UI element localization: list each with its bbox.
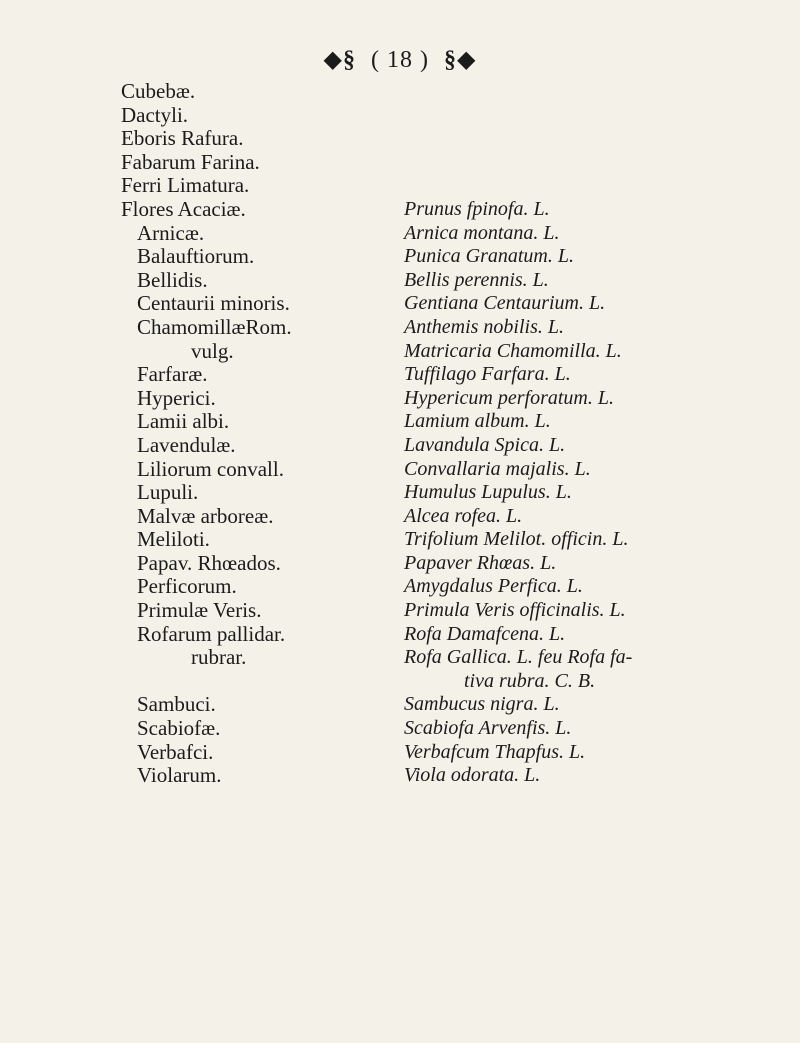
right-column-entry: Rofa Gallica. L. feu Rofa fa- (404, 646, 633, 669)
right-column-entry: Humulus Lupulus. L. (404, 481, 572, 504)
left-column-entry: Rofarum pallidar. (137, 621, 286, 646)
page-number: ( 18 ) (371, 47, 429, 73)
right-column-entry: Alcea rofea. L. (404, 504, 523, 527)
left-column-entry: Violarum. (137, 763, 222, 788)
right-column-entry: Verbafcum Thapfus. L. (404, 740, 586, 763)
left-column-entry: Hyperici. (137, 385, 216, 410)
ornament-right-icon: §◆ (443, 47, 477, 73)
left-column-entry: Liliorum convall. (137, 456, 284, 481)
right-column-entry: Prunus fpinofa. L. (404, 197, 550, 220)
right-column-entry: Trifolium Melilot. officin. L. (404, 528, 629, 551)
left-column-entry: Verbafci. (137, 739, 214, 764)
ornament-left-icon: ◆§ (323, 47, 356, 73)
left-column-entry: Papav. Rhœados. (137, 550, 281, 575)
left-column-entry: ChamomillæRom. (137, 314, 292, 339)
right-column-entry: Anthemis nobilis. L. (404, 315, 565, 338)
left-column-entry: Ferri Limatura. (121, 173, 250, 198)
left-column-entry: Cubebæ. (121, 79, 196, 103)
left-column-entry: Farfaræ. (137, 362, 208, 387)
right-column-entry: Tuffilago Farfara. L. (404, 363, 571, 386)
left-column-entry: Flores Acaciæ. (121, 196, 246, 221)
right-column-entry: Matricaria Chamomilla. L. (404, 339, 622, 362)
right-column-entry (404, 174, 794, 198)
right-column-entry (404, 151, 794, 175)
right-column-entry: Arnica montana. L. (404, 221, 560, 244)
left-column-entry: Lupuli. (137, 480, 199, 505)
left-column-entry: Lamii albi. (137, 409, 230, 434)
right-column-entry: Scabiofa Arvenfis. L. (404, 717, 572, 740)
right-column-entry (404, 127, 794, 151)
right-column-entry: Convallaria majalis. L. (404, 457, 591, 480)
left-column-entry (121, 670, 321, 694)
left-column-entry: Fabarum Farina. (121, 149, 260, 174)
right-column-entry: Papaver Rhœas. L. (404, 551, 557, 574)
right-column-linnaean-names (404, 80, 794, 788)
right-column-entry: Primula Veris officinalis. L. (404, 599, 626, 622)
right-column-entry: Viola odorata. L. (404, 764, 541, 787)
left-column-entry: Lavendulæ. (137, 432, 236, 457)
left-column-entry: Balauftiorum. (137, 244, 255, 269)
right-column-entry: Lavandula Spica. L. (404, 433, 566, 456)
right-column-entry: Amygdalus Perfica. L. (404, 575, 583, 598)
right-column-entry: Bellis perennis. L. (404, 268, 549, 291)
right-column-entry (404, 104, 794, 128)
right-column-entry: Hypericum perforatum. L. (404, 386, 614, 409)
left-column-entry: Meliloti. (137, 527, 210, 552)
left-column-entry: Scabiofæ. (137, 716, 221, 741)
left-column-entry: Bellidis. (137, 267, 208, 292)
right-column-entry: tiva rubra. C. B. (464, 669, 596, 692)
left-column-entry: Sambuci. (137, 692, 216, 717)
left-column-latin-names (121, 80, 321, 788)
left-column-entry: Dactyli. (121, 102, 189, 127)
page-header (0, 44, 800, 74)
right-column-entry: Gentiana Centaurium. L. (404, 292, 606, 315)
left-column-entry: vulg. (191, 338, 234, 363)
left-column-entry: rubrar. (191, 645, 247, 670)
right-column-entry: Punica Granatum. L. (404, 245, 574, 268)
left-column-entry: Arnicæ. (137, 220, 205, 245)
right-column-entry (404, 80, 794, 104)
left-column-entry: Perficorum. (137, 574, 237, 599)
left-column-entry: Centaurii minoris. (137, 291, 290, 316)
right-column-entry: Sambucus nigra. L. (404, 693, 560, 716)
right-column-entry: Lamium album. L. (404, 410, 551, 433)
left-column-entry: Malvæ arboreæ. (137, 503, 274, 528)
left-column-entry: Eboris Rafura. (121, 126, 244, 151)
left-column-entry: Primulæ Veris. (137, 598, 262, 623)
right-column-entry: Rofa Damafcena. L. (404, 622, 566, 645)
